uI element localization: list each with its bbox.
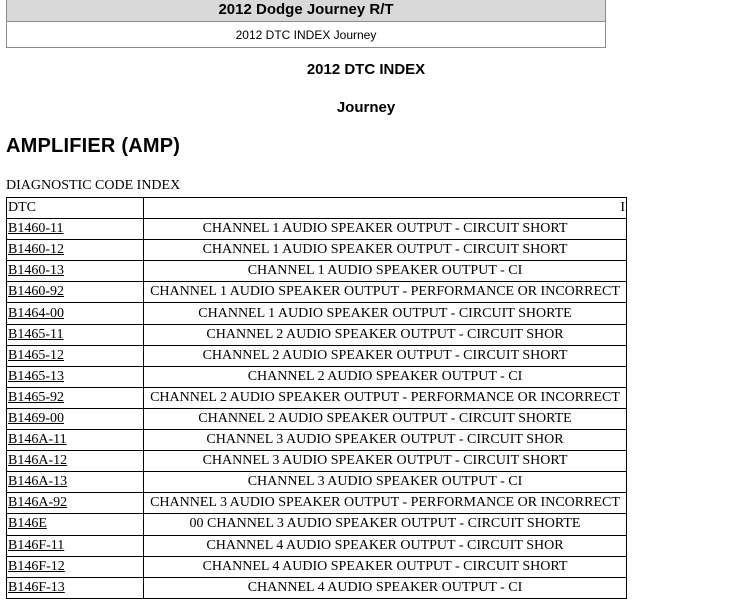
dtc-description: CHANNEL 2 AUDIO SPEAKER OUTPUT - CIRCUIT SHORTE xyxy=(144,408,627,429)
table-row xyxy=(7,577,627,598)
dtc-description: CHANNEL 1 AUDIO SPEAKER OUTPUT - CIRCUIT SHORT xyxy=(144,240,627,261)
dtc-description: CHANNEL 2 AUDIO SPEAKER OUTPUT - CIRCUIT SHOR xyxy=(144,324,627,345)
dtc-code-cell xyxy=(7,408,144,429)
table-header-row xyxy=(7,198,627,219)
dtc-code-cell xyxy=(7,366,144,387)
table-row xyxy=(7,219,627,240)
dtc-code-link[interactable]: B1465-13 xyxy=(8,368,64,384)
table-row xyxy=(7,408,627,429)
dtc-code-cell xyxy=(7,345,144,366)
dtc-description: CHANNEL 2 AUDIO SPEAKER OUTPUT - PERFORMANCE OR INCORRECT xyxy=(144,387,627,408)
dtc-code-link[interactable]: B1460-11 xyxy=(8,221,64,237)
header-subtitle: 2012 DTC INDEX Journey xyxy=(235,28,377,42)
dtc-code-cell xyxy=(7,493,144,514)
table-row xyxy=(7,303,627,324)
table-row xyxy=(7,324,627,345)
dtc-description: CHANNEL 1 AUDIO SPEAKER OUTPUT - CIRCUIT SHORT xyxy=(144,219,627,240)
dtc-description: CHANNEL 4 AUDIO SPEAKER OUTPUT - CI xyxy=(144,577,627,598)
table-row xyxy=(7,366,627,387)
dtc-description: CHANNEL 1 AUDIO SPEAKER OUTPUT - PERFORMANCE OR INCORRECT xyxy=(144,282,627,303)
document-header xyxy=(6,0,606,48)
dtc-description: CHANNEL 1 AUDIO SPEAKER OUTPUT - CI xyxy=(144,261,627,282)
dtc-description: CHANNEL 3 AUDIO SPEAKER OUTPUT - CI xyxy=(144,472,627,493)
dtc-table xyxy=(6,197,627,599)
table-row xyxy=(7,240,627,261)
document-title: 2012 DTC INDEX xyxy=(306,61,426,78)
dtc-description: CHANNEL 2 AUDIO SPEAKER OUTPUT - CI xyxy=(144,366,627,387)
dtc-code-link[interactable]: B146F-11 xyxy=(8,537,65,553)
dtc-code-cell xyxy=(7,240,144,261)
dtc-code-link[interactable]: B146A-92 xyxy=(8,495,68,511)
dtc-code-link[interactable]: B146F-13 xyxy=(8,579,65,595)
dtc-code-link[interactable]: B146E xyxy=(8,516,47,532)
document-subtitle: Journey xyxy=(336,99,396,116)
dtc-code-link[interactable]: B146A-11 xyxy=(8,432,67,448)
dtc-code-cell xyxy=(7,430,144,451)
dtc-code-link[interactable]: B1460-13 xyxy=(8,263,64,279)
dtc-description: CHANNEL 3 AUDIO SPEAKER OUTPUT - CIRCUIT SHOR xyxy=(144,430,627,451)
column-header-dtc: DTC xyxy=(7,198,144,219)
table-row xyxy=(7,514,627,535)
dtc-code-link[interactable]: B1465-12 xyxy=(8,347,64,363)
dtc-code-cell xyxy=(7,324,144,345)
dtc-description: CHANNEL 3 AUDIO SPEAKER OUTPUT - CIRCUIT SHORT xyxy=(144,451,627,472)
dtc-code-link[interactable]: B1460-12 xyxy=(8,242,64,258)
table-row xyxy=(7,387,627,408)
dtc-code-link[interactable]: B146A-13 xyxy=(8,474,68,490)
dtc-description: CHANNEL 4 AUDIO SPEAKER OUTPUT - CIRCUIT SHOR xyxy=(144,535,627,556)
dtc-description: CHANNEL 4 AUDIO SPEAKER OUTPUT - CIRCUIT SHORT xyxy=(144,556,627,577)
dtc-code-link[interactable]: B146A-12 xyxy=(8,453,68,469)
dtc-code-cell xyxy=(7,387,144,408)
dtc-code-cell xyxy=(7,282,144,303)
dtc-description: CHANNEL 2 AUDIO SPEAKER OUTPUT - CIRCUIT SHORT xyxy=(144,345,627,366)
table-row xyxy=(7,345,627,366)
dtc-code-link[interactable]: B1465-11 xyxy=(8,326,64,342)
dtc-code-link[interactable]: B1464-00 xyxy=(8,305,64,321)
table-row xyxy=(7,282,627,303)
table-row xyxy=(7,472,627,493)
table-row xyxy=(7,261,627,282)
dtc-code-cell xyxy=(7,556,144,577)
dtc-description: CHANNEL 1 AUDIO SPEAKER OUTPUT - CIRCUIT SHORTE xyxy=(144,303,627,324)
table-row xyxy=(7,556,627,577)
dtc-code-link[interactable]: B1469-00 xyxy=(8,410,64,426)
table-row xyxy=(7,493,627,514)
dtc-code-cell xyxy=(7,219,144,240)
dtc-code-link[interactable]: B146F-12 xyxy=(8,558,65,574)
dtc-description: 00 CHANNEL 3 AUDIO SPEAKER OUTPUT - CIRCUIT SHORTE xyxy=(144,514,627,535)
dtc-code-cell xyxy=(7,472,144,493)
table-row xyxy=(7,430,627,451)
section-title: AMPLIFIER (AMP) xyxy=(6,135,181,157)
dtc-code-cell xyxy=(7,577,144,598)
dtc-code-cell xyxy=(7,535,144,556)
dtc-code-cell xyxy=(7,451,144,472)
table-row xyxy=(7,535,627,556)
vehicle-title: 2012 Dodge Journey R/T xyxy=(7,0,605,22)
dtc-description: CHANNEL 3 AUDIO SPEAKER OUTPUT - PERFORMANCE OR INCORRECT xyxy=(144,493,627,514)
dtc-code-link[interactable]: B1465-92 xyxy=(8,389,64,405)
dtc-code-cell xyxy=(7,514,144,535)
dtc-code-link[interactable]: B1460-92 xyxy=(8,284,64,300)
table-caption: DIAGNOSTIC CODE INDEX xyxy=(6,178,181,193)
table-row xyxy=(7,451,627,472)
dtc-code-cell xyxy=(7,303,144,324)
dtc-code-cell xyxy=(7,261,144,282)
column-header-description: I xyxy=(144,198,627,219)
